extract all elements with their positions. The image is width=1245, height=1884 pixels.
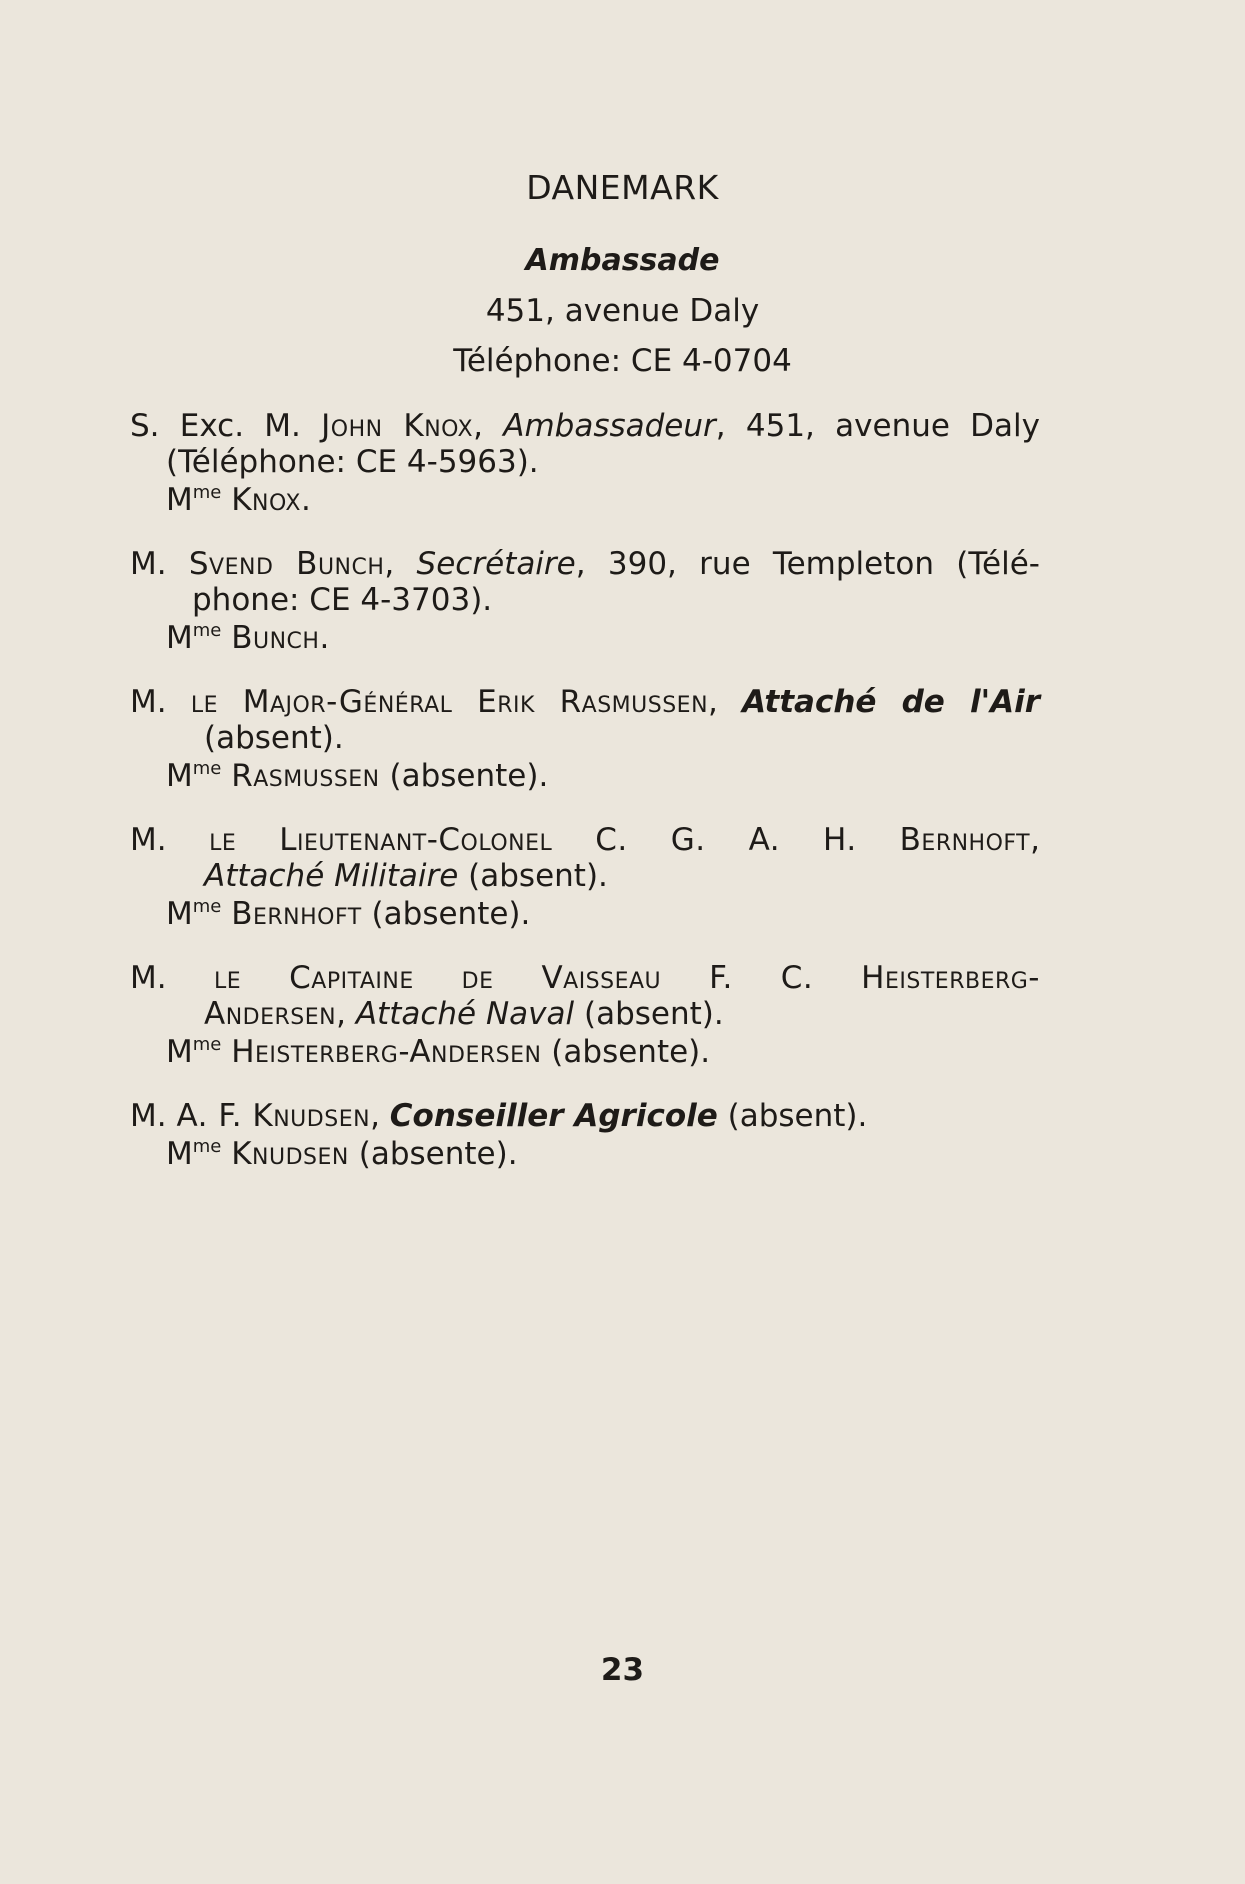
page-number: 23 <box>600 1652 645 1688</box>
entry-prefix: M. <box>130 684 191 720</box>
entry-name-continued: Andersen <box>204 996 337 1032</box>
spouse-name: Rasmussen <box>231 758 380 794</box>
entry-detail: (absent). <box>574 996 724 1032</box>
spouse-line <box>130 1136 1040 1172</box>
spouse-detail: (absente). <box>361 896 531 932</box>
staff-entry <box>130 684 1040 794</box>
entry-first-line <box>130 546 1040 582</box>
entry-continuation <box>130 996 1040 1032</box>
entry-name: le Capitaine de Vaisseau F. C. Heisterberg- <box>214 960 1040 996</box>
section-subtitle: Ambassade <box>525 243 720 278</box>
entry-title: Attaché Naval <box>355 996 575 1032</box>
entry-separator: , <box>1030 822 1040 858</box>
staff-entry <box>130 822 1040 932</box>
spouse-line <box>130 758 1040 794</box>
spouse-line <box>130 482 1040 518</box>
embassy-address: 451, avenue Daly <box>485 293 760 329</box>
spouse-detail: . <box>319 620 330 656</box>
staff-entry <box>130 546 1040 656</box>
spouse-name: Knox <box>231 482 301 518</box>
entry-name: A. F. Knudsen <box>176 1098 371 1134</box>
entry-separator: , <box>336 996 356 1032</box>
entry-continuation: phone: CE 4-3703). <box>192 582 493 618</box>
entry-first-line <box>130 1098 1040 1134</box>
entry-title: Secrétaire <box>416 546 576 582</box>
entry-first-line <box>130 408 1040 444</box>
spouse-prefix-sup: me <box>192 620 222 641</box>
embassy-phone: Téléphone: CE 4-0704 <box>453 343 792 379</box>
entry-prefix: M. <box>130 822 210 858</box>
spouse-line <box>130 896 1040 932</box>
entry-detail: (absent). <box>717 1098 868 1134</box>
spouse-name: Knudsen <box>231 1136 349 1172</box>
entry-name: John Knox <box>321 408 474 444</box>
entry-continuation: (Téléphone: CE 4-5963). <box>166 444 539 480</box>
spouse-name: Heisterberg-Andersen <box>231 1034 542 1070</box>
entry-first-line <box>130 822 1040 858</box>
spouse-name: Bunch <box>231 620 320 656</box>
entry-name: le Lieutenant-Colonel C. G. A. H. Bernhoft <box>209 822 1031 858</box>
entry-name: le Major-Général Erik Rasmussen <box>190 684 709 720</box>
staff-list <box>130 408 1040 1200</box>
spouse-prefix-sup: me <box>192 896 222 917</box>
entry-prefix: M. <box>130 960 215 996</box>
spouse-detail: (absente). <box>348 1136 518 1172</box>
staff-entry <box>130 408 1040 518</box>
entry-detail: , 451, avenue Daly <box>715 408 1040 444</box>
entry-title: Ambassadeur <box>503 408 716 444</box>
entry-separator: , <box>708 684 743 720</box>
spouse-prefix-sup: me <box>192 482 222 503</box>
entry-title: Attaché de l'Air <box>742 684 1040 720</box>
spouse-prefix: M <box>166 620 193 656</box>
spouse-prefix-sup: me <box>192 758 222 779</box>
entry-continuation <box>130 858 1040 894</box>
staff-entry <box>130 1098 1040 1172</box>
spouse-detail: . <box>301 482 311 518</box>
entry-prefix: M. <box>130 1098 177 1134</box>
spouse-prefix: M <box>166 482 193 518</box>
staff-entry <box>130 960 1040 1070</box>
spouse-detail: (absente). <box>379 758 549 794</box>
entry-name: Svend Bunch <box>188 546 385 582</box>
entry-separator: , <box>473 408 504 444</box>
entry-detail: , 390, rue Templeton (Télé- <box>575 546 1040 582</box>
country-heading: DANEMARK <box>526 168 719 207</box>
spouse-prefix: M <box>166 1034 193 1070</box>
entry-title: Attaché Militaire <box>204 858 459 894</box>
spouse-name: Bernhoft <box>231 896 362 932</box>
entry-prefix: S. Exc. M. <box>130 408 322 444</box>
entry-separator: , <box>384 546 417 582</box>
entry-title: Conseiller Agricole <box>389 1098 718 1134</box>
entry-first-line <box>130 684 1040 720</box>
entry-detail: (absent). <box>458 858 608 894</box>
spouse-prefix: M <box>166 896 193 932</box>
spouse-prefix-sup: me <box>192 1034 222 1055</box>
spouse-prefix: M <box>166 1136 193 1172</box>
entry-first-line <box>130 960 1040 996</box>
entry-prefix: M. <box>130 546 189 582</box>
spouse-detail: (absente). <box>541 1034 711 1070</box>
spouse-prefix: M <box>166 758 193 794</box>
spouse-line <box>130 1034 1040 1070</box>
spouse-line <box>130 620 1040 656</box>
spouse-prefix-sup: me <box>192 1136 222 1157</box>
entry-continuation: (absent). <box>204 720 344 756</box>
entry-separator: , <box>370 1098 390 1134</box>
